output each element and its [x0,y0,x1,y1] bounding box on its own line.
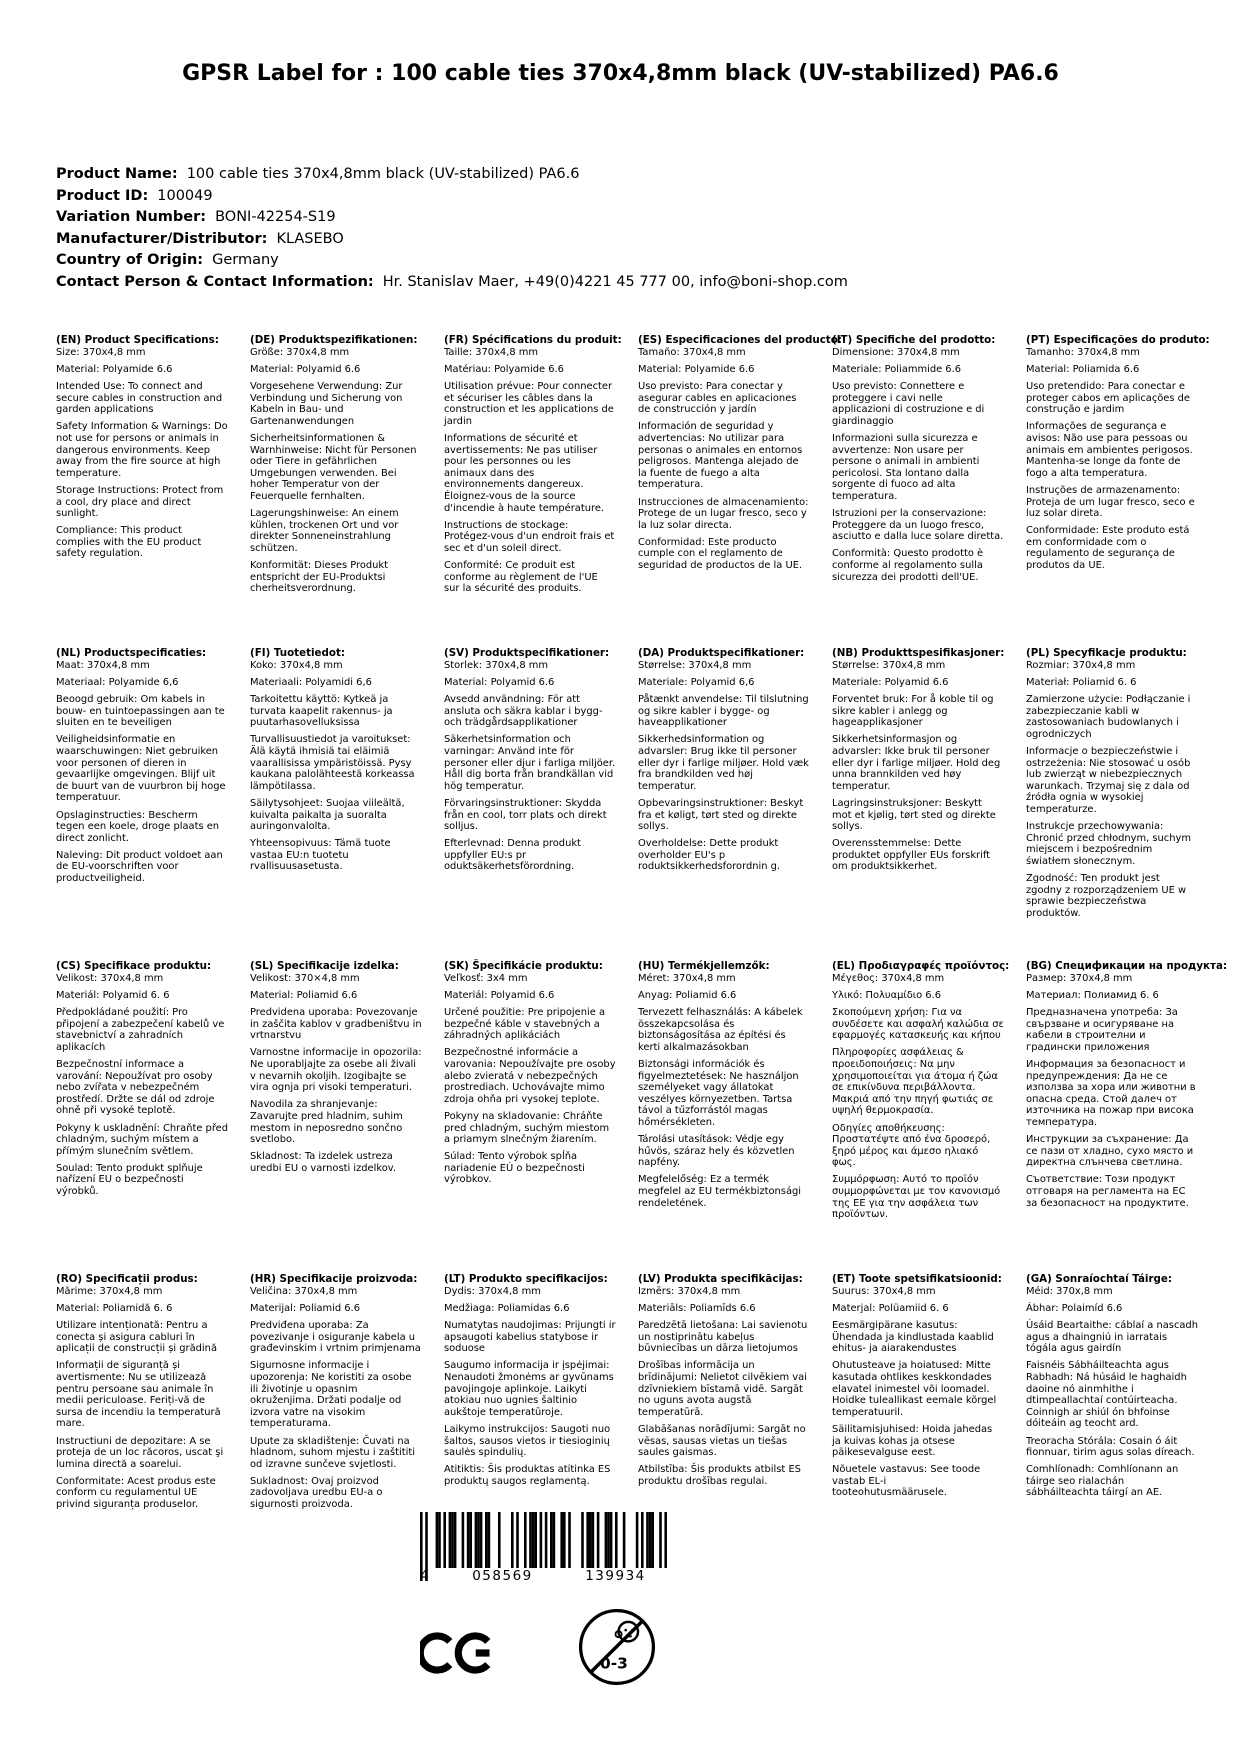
product-info-value: 100 cable ties 370x4,8mm black (UV-stabilized) PA6.6 [186,166,580,182]
spec-paragraph: Méret: 370x4,8 mm [638,973,736,984]
spec-paragraph: Overensstemmelse: Dette produktet oppfyller EUs forskrift om produktsikkerhet. [832,838,991,873]
spec-paragraph: Dydis: 370x4,8 mm [444,1286,541,1297]
language-spec-paragraphs [832,1286,1018,1499]
spec-paragraph: Tamanho: 370x4,8 mm [1026,347,1140,358]
language-spec-title: (FI) Tuotetiedot: [250,647,345,659]
language-spec-block [638,960,824,1273]
spec-paragraph: Zgodność: Ten produkt jest zgodny z rozporządzeniem UE w sprawie bezpieczeństwa produktów. [1026,873,1187,919]
product-info-row [56,250,848,272]
language-spec-block [444,960,630,1273]
language-spec-block [1026,334,1212,647]
spec-paragraph: Material: Polyamide 6.6 [638,364,755,376]
spec-paragraph: Utilisation prévue: Pour connecter et sécuriser les câbles dans la construction et les applications de jardin [444,381,614,427]
spec-paragraph: Veľkosť: 3x4 mm [444,973,528,984]
product-info-row [56,186,848,208]
language-spec-block [56,1273,242,1586]
spec-paragraph: Materiál: Polyamid 6. 6 [56,990,170,1002]
spec-paragraph: Material: Polyamid 6.6 [444,677,555,689]
spec-paragraph: Safety Information & Warnings: Do not use for persons or animals in dangerous environments. Keep away from the fire source at high temperature. [56,421,228,479]
spec-paragraph: Säkerhetsinformation och varningar: Använd inte för personer eller djur i farliga miljöer. Håll dig borta från brandkällan vid hög temperatur. [444,734,616,792]
language-spec-title: (LT) Produkto specifikacijos: [444,1273,608,1285]
spec-paragraph: Materiale: Polyamid 6,6 [638,677,755,689]
spec-paragraph: Conformitate: Acest produs este conform cu regulamentul UE privind siguranța produselor. [56,1475,216,1510]
spec-paragraph: Размер: 370x4,8 mm [1026,973,1133,984]
spec-paragraph: Veličina: 370x4,8 mm [250,1286,358,1297]
language-spec-paragraphs [1026,1286,1212,1499]
language-spec-block [638,334,842,647]
spec-paragraph: Sigurnosne informacije i upozorenja: Ne koristiti za osobe ili životinje u opasnim okruženjima. Držati podalje od izvora vatre na visokim temperaturama. [250,1360,412,1430]
spec-paragraph: Instrucciones de almacenamiento: Protege de un lugar fresco, seco y la luz solar directa. [638,496,809,531]
product-info [56,164,848,293]
spec-paragraph: Megfelelőség: Ez a termék megfelel az EU termékbiztonsági rendeletének. [638,1174,802,1209]
spec-paragraph: Conformidade: Este produto está em conformidade com o regulamento de segurança de produtos da UE. [1026,525,1190,571]
barcode-left-group: 058569 [446,1568,559,1584]
language-spec-block [250,334,436,647]
language-spec-block [250,647,436,960]
language-spec-paragraphs [638,1286,824,1487]
spec-paragraph: Matériau: Polyamide 6.6 [444,364,564,376]
page-title: GPSR Label for : 100 cable ties 370x4,8mm black (UV-stabilized) PA6.6 [182,61,1059,86]
language-spec-paragraphs [832,973,1018,1221]
spec-paragraph: Mărime: 370x4,8 mm [56,1286,163,1297]
spec-paragraph: Rozmiar: 370x4,8 mm [1026,660,1136,671]
spec-paragraph: Οδηγίες αποθήκευσης: Προστατέψτε από ένα δροσερό, ξηρό μέρος και άμεσο ηλιακό φως. [832,1122,991,1169]
spec-paragraph: Instructions de stockage: Protégez-vous d'un endroit frais et sec et d'un soleil direct. [444,519,615,554]
spec-paragraph: Predvidena uporaba: Povezovanje in zaščita kablov v gradbeništvu in vrtnarstvu [250,1007,422,1042]
spec-paragraph: Navodila za shranjevanje: Zavarujte pred hladnim, suhim mestom in neposredno sončno svetlobo. [250,1099,403,1146]
spec-paragraph: Ohutusteave ja hoiatused: Mitte kasutada ohtlikes keskkondades elavatel inimestel või loomadel. Hoidke tuleallikast eemale kõrgel temperatuuril. [832,1360,997,1418]
spec-paragraph: Tervezett felhasználás: A kábelek összekapcsolása és biztonságosítása az építési és kerti alkalmazásokban [638,1007,803,1053]
product-info-value: KLASEBO [276,230,344,247]
spec-paragraph: Biztonsági információk és figyelmeztetések: Ne használjon személyeket vagy állatokat veszélyes környezetben. Tartsa távol a tűzforrástól magas hőmérsékleten. [638,1059,799,1129]
spec-paragraph: Opbevaringsinstruktioner: Beskyt fra et køligt, tørt sted og direkte sollys. [638,797,804,833]
language-spec-title: (GA) Sonraíochtaí Táirge: [1026,1273,1173,1285]
spec-paragraph: Size: 370x4,8 mm [56,347,146,358]
spec-paragraph: Beoogd gebruik: Om kabels in bouw- en tuintoepassingen aan te sluiten en te beveiligen [56,694,225,729]
spec-paragraph: Säilitamisjuhised: Hoida jahedas ja kuivas kohas ja otsese päikesevalguse eest. [832,1423,993,1459]
spec-paragraph: Turvallisuustiedot ja varoitukset: Älä käytä ihmisiä tai eläimiä vaarallisissa ympäristöissä. Pysy kaukana palolähteestä korkeassa lämpötilassa. [250,734,415,792]
language-spec-paragraphs [832,660,1018,873]
spec-paragraph: Conformidad: Este producto cumple con el reglamento de seguridad de productos de la UE. [638,536,803,571]
spec-paragraph: Utilizare intenționată: Pentru a conecta și asigura cabluri în aplicații de construcții și grădină [56,1320,217,1355]
product-info-row [56,164,848,186]
spec-paragraph: Compliance: This product complies with the EU product safety regulation. [56,525,202,560]
spec-paragraph: Suurus: 370x4,8 mm [832,1286,936,1297]
spec-paragraph: Istruzioni per la conservazione: Proteggere da un luogo fresco, asciutto e dalla luce solare diretta. [832,508,1004,543]
spec-paragraph: Säilytysohjeet: Suojaa viileältä, kuivalta paikalta ja suoralta auringonvalolta. [250,797,405,833]
spec-paragraph: Vorgesehene Verwendung: Zur Verbindung und Sicherung von Kabeln in Bau- und Gartenanwendungen [250,381,403,427]
language-spec-paragraphs [1026,347,1212,572]
spec-paragraph: Yhteensopivuus: Tämä tuote vastaa EU:n tuotetu rvallisuusasetusta. [250,838,391,873]
spec-paragraph: Uso previsto: Connettere e proteggere i cavi nelle applicazioni di costruzione e di giardinaggio [832,381,985,427]
spec-paragraph: Opslaginstructies: Bescherm tegen een koele, droge plaats en direct zonlicht. [56,809,220,844]
spec-paragraph: Materiale: Polyamid 6.6 [832,677,949,689]
spec-paragraph: Material: Poliamid 6.6 [250,990,358,1002]
spec-paragraph: Atitiktis: Šis produktas atitinka ES produktų saugos reglamentą. [444,1464,611,1487]
language-spec-title: (EL) Προδιαγραφές προϊόντος: [832,960,1010,972]
spec-paragraph: Σκοπούμενη χρήση: Για να συνδέσετε και ασφαλή καλώδια σε εφαρμογές κατασκευής και κήπου [832,1007,1004,1042]
spec-paragraph: Materjal: Polüamiid 6. 6 [832,1303,949,1315]
language-spec-block [638,647,824,960]
spec-paragraph: Informacje o bezpieczeństwie i ostrzeżenia: Nie stosować u osób lub zwierząt w niebezpiecznych warunkach. Trzymaj się z dala od źródła ognia w wysokiej temperaturze. [1026,746,1191,816]
spec-paragraph: Material: Polyamide 6.6 [56,364,173,376]
product-info-value: 100049 [157,187,213,204]
spec-paragraph: Υλικό: Πολυαμίδιο 6.6 [832,990,941,1002]
spec-paragraph: Úsáid Beartaithe: cáblaí a nascadh agus a dhaingniú in iarratais tógála agus gairdín [1026,1320,1198,1355]
spec-paragraph: Tárolási utasítások: Védje egy hűvös, száraz hely és közvetlen napfény. [638,1134,795,1169]
spec-paragraph: Numatytas naudojimas: Prijungti ir apsaugoti kabelius statybose ir soduose [444,1320,616,1355]
spec-paragraph: Předpokládané použití: Pro připojení a zabezpečení kabelů ve stavebnictví a zahradních aplikacích [56,1007,225,1053]
language-spec-block [444,647,630,960]
spec-paragraph: Upute za skladištenje: Čuvati na hladnom, suhom mjestu i zaštititi od izravne sunčeve svjetlosti. [250,1435,415,1470]
spec-paragraph: Intended Use: To connect and secure cables in construction and garden applications [56,381,223,416]
spec-paragraph: Съответствие: Този продукт отговаря на регламента на ЕС за безопасност на продуктите. [1026,1174,1189,1209]
spec-paragraph: Varnostne informacije in opozorila: Ne uporabljajte za osebe ali živali v nevarnih okoljih. Izogibajte se vira ognja pri visoki temperaturi. [250,1047,422,1094]
language-spec-paragraphs [56,973,242,1198]
product-info-value: Hr. Stanislav Maer, +49(0)4221 45 777 00, info@boni-shop.com [382,273,848,290]
product-info-row [56,207,848,229]
product-info-label: Country of Origin: [56,252,204,268]
spec-paragraph: Určené použitie: Pre pripojenie a bezpečné káble v stavebných a záhradných aplikáciách [444,1007,606,1042]
language-spec-block [832,960,1018,1273]
spec-paragraph: Förvaringsinstruktioner: Skydda från en cool, torr plats och direkt solljus. [444,797,607,833]
spec-paragraph: Uso previsto: Para conectar y asegurar cables en aplicaciones de construcción y jardín [638,381,797,416]
spec-paragraph: Sukladnost: Ovaj proizvod zadovoljava uredbu EU-a o sigurnosti proizvoda. [250,1475,383,1510]
spec-paragraph: Treoracha Stórála: Cosain ó áit fionnuar, tirim agus solas díreach. [1026,1435,1195,1459]
spec-paragraph: Materijal: Poliamid 6.6 [250,1303,360,1315]
spec-paragraph: Storlek: 370x4,8 mm [444,660,549,671]
language-spec-block [56,334,242,647]
language-spec-block [56,647,242,960]
product-info-label: Variation Number: [56,209,207,225]
language-spec-paragraphs [444,660,630,873]
spec-paragraph: Velikost: 370×4,8 mm [250,973,360,984]
spec-paragraph: Faisnéis Sábháilteachta agus Rabhadh: Ná húsáid le haghaidh daoine nó ainmhithe i dtimpeallachtaí contúirteacha. Coinnigh ar shiúl ón bhfoinse dóiteáin ag teocht ard. [1026,1360,1187,1430]
language-spec-title: (BG) Спецификации на продукта: [1026,960,1228,972]
language-spec-title: (EN) Product Specifications: [56,334,219,346]
spec-paragraph: Предназначена употреба: За свързване и осигуряване на кабели в строителни и градински приложения [1026,1007,1178,1053]
spec-paragraph: Material: Poliamidă 6. 6 [56,1303,173,1315]
language-spec-paragraphs [444,973,630,1186]
spec-paragraph: Информация за безопасност и предупреждения: Да не се използва за хора или животни в опасна среда. Стой далеч от източника на пожар при висока температура. [1026,1059,1196,1129]
language-spec-title: (SK) Špecifikácie produktu: [444,960,603,972]
product-info-row [56,229,848,251]
language-spec-title: (PL) Specyfikacje produktu: [1026,647,1187,659]
language-spec-paragraphs [444,347,630,595]
product-info-value: BONI-42254-S19 [215,209,336,225]
language-spec-title: (SV) Produktspecifikationer: [444,647,610,659]
language-grid [56,334,1228,1586]
language-spec-paragraphs [832,347,1018,583]
spec-paragraph: Bezpečnostné informácie a varovania: Nepoužívajte pre osoby alebo zvieratá v nebezpečných prostrediach. Uchovávajte mimo zdroja ohňa pri vysokej teplote. [444,1047,616,1105]
spec-paragraph: Storage Instructions: Protect from a cool, dry place and direct sunlight. [56,484,224,520]
spec-paragraph: Материал: Полиамид 6. 6 [1026,990,1159,1002]
language-spec-block [1026,960,1228,1273]
spec-paragraph: Conformità: Questo prodotto è conforme al regolamento sulla sicurezza dei prodotti dell'UE. [832,548,984,583]
spec-paragraph: Dimensione: 370x4,8 mm [832,347,960,358]
spec-paragraph: Größe: 370x4,8 mm [250,347,350,358]
spec-paragraph: Materiāls: Poliamīds 6.6 [638,1303,756,1315]
language-spec-paragraphs [250,1286,436,1511]
spec-paragraph: Predviđena uporaba: Za povezivanje i osiguranje kabela u građevinskim i vrtnim primjenama [250,1320,421,1355]
language-spec-paragraphs [250,660,436,873]
language-spec-block [444,334,630,647]
spec-paragraph: Tamaño: 370x4,8 mm [638,347,746,358]
spec-paragraph: Materiale: Poliammide 6.6 [832,364,962,376]
spec-paragraph: Overholdelse: Dette produkt overholder EU's p roduktsikkerhedsforordnin g. [638,838,781,873]
spec-paragraph: Taille: 370x4,8 mm [444,347,538,358]
product-info-label: Manufacturer/Distributor: [56,230,268,247]
spec-paragraph: Material: Polyamid 6.6 [250,364,361,376]
language-spec-block [832,334,1018,647]
language-spec-title: (ES) Especificaciones del producto: [638,334,842,346]
spec-paragraph: Nõuetele vastavus: See toode vastab EL-i tooteohutusmäärusele. [832,1464,981,1499]
spec-paragraph: Påtænkt anvendelse: Til tilslutning og sikre kabler i bygge- og haveapplikationer [638,694,809,729]
spec-paragraph: Paredzētā lietošana: Lai savienotu un nostiprinātu kabeļus būvniecības un dārza lietojumos [638,1320,808,1355]
spec-paragraph: Koko: 370x4,8 mm [250,660,343,671]
language-spec-title: (DE) Produktspezifikationen: [250,334,418,346]
language-spec-paragraphs [1026,660,1212,919]
spec-paragraph: Lagringsinstruksjoner: Beskytt mot et kjølig, tørt sted og direkte sollys. [832,797,996,833]
product-info-label: Product Name: [56,166,178,182]
language-spec-title: (LV) Produkta specifikācijas: [638,1273,803,1285]
spec-paragraph: Atbilstība: Šis produkts atbilst ES produktu drošības regulai. [638,1464,801,1487]
spec-paragraph: Instrukcje przechowywania: Chronić przed chłodnym, suchym miejscem i bezpośrednim światłem słonecznym. [1026,821,1191,867]
product-info-row [56,272,848,294]
product-info-label: Contact Person & Contact Information: [56,273,374,290]
spec-paragraph: Anyag: Poliamid 6.6 [638,990,737,1002]
language-spec-block [832,1273,1018,1586]
age-warning-text: 0-3 [600,1654,628,1673]
age-warning-0-3-icon [576,1606,658,1688]
spec-paragraph: Velikost: 370x4,8 mm [56,973,164,984]
spec-paragraph: Drošības informācija un brīdinājumi: Nelietot cilvēkiem vai dzīvniekiem bīstamā vidē. Sargāt no uguns avota augstā temperatūrā. [638,1360,807,1418]
product-info-label: Product ID: [56,187,149,204]
spec-paragraph: Comhlíonadh: Comhlíonann an táirge seo rialachán sábháilteachta táirgí an AE. [1026,1464,1179,1499]
spec-paragraph: Informations de sécurité et avertissements: Ne pas utiliser pour les personnes ou les animaux dans des environnements dangereux. Éloignez-vous de la source d'incendie à haute température. [444,433,605,514]
language-spec-title: (DA) Produktspecifikationer: [638,647,805,659]
spec-paragraph: Instructiuni de depozitare: A se proteja de un loc răcoros, uscat şi lumina directă a soarelui. [56,1435,224,1470]
spec-paragraph: Pokyny k uskladnění: Chraňte před chladným, suchým místem a přímým slunečním světlem. [56,1122,229,1157]
language-spec-title: (IT) Specifiche del prodotto: [832,334,996,346]
spec-paragraph: Soulad: Tento produkt splňuje nařízení EU o bezpečnosti výrobků. [56,1162,203,1197]
language-spec-paragraphs [638,660,824,873]
spec-paragraph: Sikkerhedsinformation og advarsler: Brug ikke til personer eller dyr i farlige miljøer. Hold væk fra brandkilden ved høj temperatur. [638,734,809,792]
spec-paragraph: Bezpečnostní informace a varování: Nepoužívat pro osoby nebo zvířata v nebezpečném prostředí. Držte se dál od zdroje ohně při vysoké teplotě. [56,1059,215,1117]
ce-mark-icon [420,1622,500,1684]
spec-paragraph: Efterlevnad: Denna produkt uppfyller EU:s pr oduktsäkerhetsförordning. [444,838,581,873]
language-spec-block [56,960,242,1273]
language-spec-block [1026,647,1212,960]
language-spec-title: (HR) Specifikacije proizvoda: [250,1273,418,1285]
spec-paragraph: Informações de segurança e avisos: Não use para pessoas ou animais em ambientes perigosos. Mantenha-se longe da fonte de fogo a alta temperatura. [1026,421,1193,479]
spec-paragraph: Eesmärgipärane kasutus: Ühendada ja kindlustada kaablid ehitus- ja aiarakendustes [832,1320,994,1355]
language-spec-title: (RO) Specificații produs: [56,1273,198,1285]
spec-paragraph: Uso pretendido: Para conectar e proteger cabos em aplicações de construção e jardim [1026,381,1191,416]
language-spec-paragraphs [56,1286,242,1511]
barcode-lead-digit: 4 [420,1568,431,1584]
language-spec-title: (PT) Especificações do produto: [1026,334,1210,346]
spec-paragraph: Συμμόρφωση: Αυτό το προϊόν συμμορφώνεται με τον κανονισμό της ΕΕ για την ασφάλεια των προϊόντων. [832,1174,1001,1221]
ean13-barcode [408,1512,688,1596]
spec-paragraph: Pokyny na skladovanie: Chráňte pred chladným, suchým miestom a priamym slnečným žiarením. [444,1110,610,1146]
spec-paragraph: Πληροφορίες ασφάλειας & προειδοποιήσεις: Να μην χρησιμοποιείται για άτομα ή ζώα σε επικίνδυνα περιβάλλοντα. Μακριά από την πηγή φωτιάς σε υψηλή θερμοκρασία. [832,1047,998,1117]
product-info-value: Germany [212,252,279,268]
language-spec-block [1026,1273,1212,1586]
language-spec-paragraphs [444,1286,630,1487]
spec-paragraph: Ábhar: Polaimíd 6.6 [1026,1303,1123,1315]
spec-paragraph: Informații de siguranță și avertismente: Nu se utilizează pentru persoane sau animale în medii periculoase. Feriți-vă de sursa de incendiu la temperatură mare. [56,1360,221,1430]
language-spec-paragraphs [1026,973,1212,1209]
spec-paragraph: Saugumo informacija ir įspėjimai: Nenaudoti žmonėms ar gyvūnams pavojingoje aplinkoje. Laikyti atokiau nuo ugnies šaltinio aukštoje temperatūroje. [444,1360,614,1418]
language-spec-block [832,647,1018,960]
language-spec-title: (NB) Produkttspesifikasjoner: [832,647,1005,659]
language-spec-paragraphs [638,973,824,1209]
language-spec-title: (HU) Termékjellemzők: [638,960,770,972]
spec-paragraph: Materiaal: Polyamide 6,6 [56,677,179,689]
spec-paragraph: Avsedd användning: För att ansluta och säkra kablar i bygg- och trädgårdsapplikationer [444,694,603,729]
language-spec-paragraphs [56,660,242,885]
language-spec-block [250,960,436,1273]
spec-paragraph: Størrelse: 370x4,8 mm [638,660,752,671]
spec-paragraph: Súlad: Tento výrobok spĺňa nariadenie EÚ o bezpečnosti výrobkov. [444,1151,585,1186]
spec-paragraph: Lagerungshinweise: An einem kühlen, trockenen Ort und vor direkter Sonneneinstrahlung schützen. [250,508,399,554]
spec-paragraph: Tarkoitettu käyttö: Kytkeä ja turvata kaapelit rakennus- ja puutarhasovelluksissa [250,694,393,729]
barcode-right-group: 139934 [559,1568,672,1584]
language-spec-title: (ET) Toote spetsifikatsioonid: [832,1273,1002,1285]
spec-paragraph: Maat: 370x4,8 mm [56,660,150,671]
spec-paragraph: Materiaali: Polyamidi 6,6 [250,677,372,689]
spec-paragraph: Konformität: Dieses Produkt entspricht der EU-Produktsi cherheitsverordnung. [250,560,389,595]
spec-paragraph: Μέγεθος: 370x4,8 mm [832,973,945,984]
spec-paragraph: Conformité: Ce produit est conforme au règlement de l'UE sur la sécurité des produits. [444,560,598,595]
spec-paragraph: Informazioni sulla sicurezza e avvertenze: Non usare per persone o animali in ambienti pericolosi. Sta lontano dalla sorgente di fuoco ad alta temperatura. [832,433,980,503]
spec-paragraph: Sicherheitsinformationen & Warnhinweise: Nicht für Personen oder Tiere in gefährlichen Umgebungen verwenden. Bei hoher Temperatur von der Feuerquelle fernhalten. [250,433,417,503]
spec-paragraph: Medžiaga: Poliamidas 6.6 [444,1303,570,1315]
spec-paragraph: Veiligheidsinformatie en waarschuwingen: Niet gebruiken voor personen of dieren in gevaarlijke omgevingen. Blijf uit de buurt van de vuurbron bij hoge temperatuur. [56,734,226,804]
spec-paragraph: Material: Poliamida 6.6 [1026,364,1140,376]
barcode-digits [420,1568,672,1584]
spec-paragraph: Méid: 370x,8 mm [1026,1286,1113,1297]
language-spec-paragraphs [250,347,436,595]
spec-paragraph: Sikkerhetsinformasjon og advarsler: Ikke bruk til personer eller dyr i farlige miljøer. Hold deg unna brannkilden ved høy temperatur. [832,734,1001,792]
language-spec-title: (CS) Specifikace produktu: [56,960,212,972]
spec-paragraph: Instruções de armazenamento: Proteja de um lugar fresco, seco e luz solar direta. [1026,484,1195,520]
spec-paragraph: Información de seguridad y advertencias: No utilizar para personas o animales en entornos peligrosos. Mantenga alejado de la fuente de fuego a alta temperatura. [638,421,803,491]
spec-paragraph: Naleving: Dit product voldoet aan de EU-voorschriften voor productveiligheid. [56,849,223,884]
spec-paragraph: Инструкции за съхранение: Да се пази от хладно, сухо място и директна слънчева светлина. [1026,1134,1194,1169]
spec-paragraph: Størrelse: 370x4,8 mm [832,660,946,671]
language-spec-title: (NL) Productspecificaties: [56,647,207,659]
spec-paragraph: Forventet bruk: For å koble til og sikre kabler i anlegg og hageapplikasjoner [832,694,994,729]
spec-paragraph: Skladnost: Ta izdelek ustreza uredbi EU o varnosti izdelkov. [250,1151,397,1174]
language-spec-paragraphs [250,973,436,1174]
language-spec-title: (FR) Spécifications du produit: [444,334,622,346]
spec-paragraph: Zamierzone użycie: Podłączanie i zabezpieczanie kabli w zastosowaniach budowlanych i ogrodniczych [1026,694,1191,740]
spec-paragraph: Laikymo instrukcijos: Saugoti nuo šaltos, sausos vietos ir tiesioginių saulės spindulių. [444,1423,611,1459]
spec-paragraph: Glabāšanas norādījumi: Sargāt no vēsas, sausas vietas un tiešas saules gaismas. [638,1423,806,1459]
spec-paragraph: Materiał: Poliamid 6. 6 [1026,677,1137,689]
language-spec-title: (SL) Specifikacije izdelka: [250,960,399,972]
language-spec-paragraphs [638,347,824,572]
language-spec-paragraphs [56,347,242,560]
spec-paragraph: Materiál: Polyamid 6.6 [444,990,555,1002]
spec-paragraph: Izmērs: 370x4,8 mm [638,1286,741,1297]
